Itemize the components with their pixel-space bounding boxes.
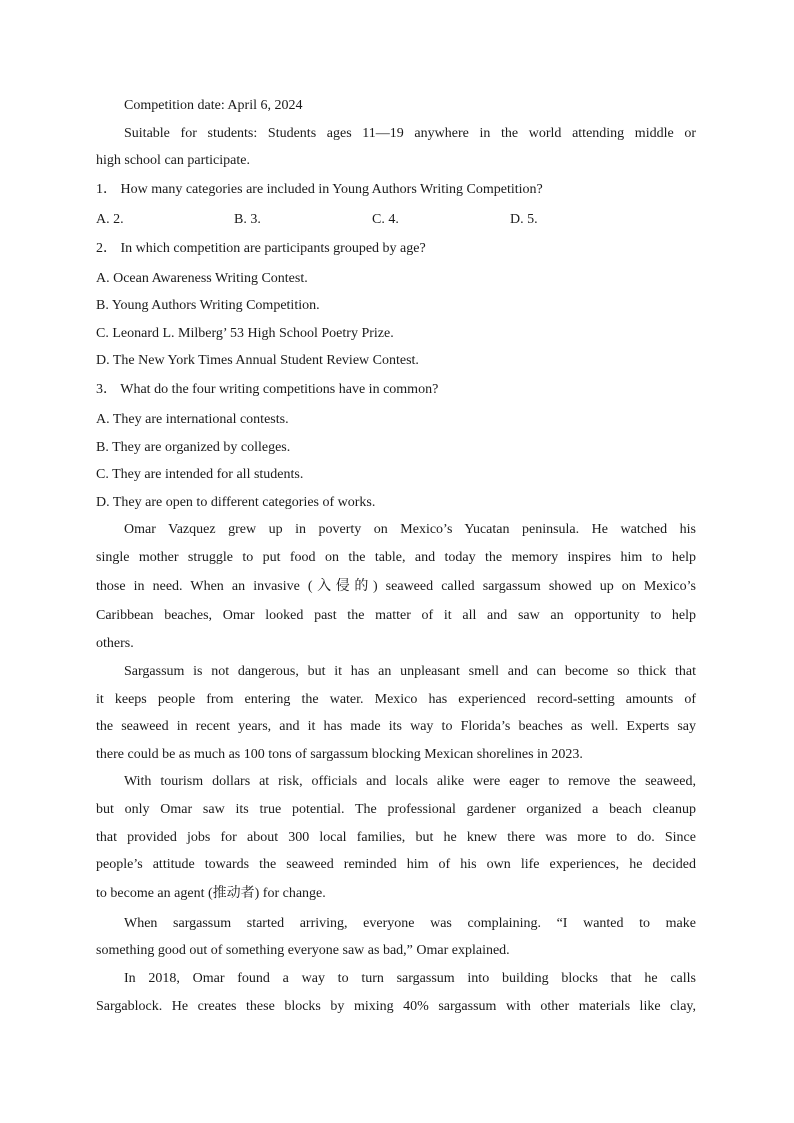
question-1-option-a: A. 2.: [96, 212, 124, 227]
question-2-option-a: A. Ocean Awareness Writing Contest.: [96, 271, 308, 286]
question-3-stem: 3． What do the four writing competitions have in common?: [96, 382, 439, 397]
question-3-option-b: B. They are organized by colleges.: [96, 440, 291, 455]
competition-date: Competition date: April 6, 2024: [124, 98, 303, 113]
passage-p3-line-1: With tourism dollars at risk, officials and locals alike were eager to remove the seaweed,: [124, 774, 696, 789]
passage-p1-line-2: single mother struggle to put food on the table, and today the memory inspires him to help: [96, 550, 696, 565]
question-2-stem: 2． In which competition are participants grouped by age?: [96, 241, 426, 256]
question-3-option-d: D. They are open to different categories of works.: [96, 495, 376, 510]
question-1-option-b: B. 3.: [234, 212, 261, 227]
passage-p5-line-1: In 2018, Omar found a way to turn sargassum into building blocks that he calls: [124, 971, 696, 986]
question-2-option-c: C. Leonard L. Milberg’ 53 High School Poetry Prize.: [96, 326, 394, 341]
passage-p2-line-1: Sargassum is not dangerous, but it has an unpleasant smell and can become so thick that: [124, 664, 696, 679]
suitable-line-2: high school can participate.: [96, 153, 250, 168]
passage-p3-line-4: people’s attitude towards the seaweed reminded him of his own life experiences, he decided: [96, 857, 696, 872]
question-1-option-c: C. 4.: [372, 212, 399, 227]
passage-p5-line-2: Sargablock. He creates these blocks by mixing 40% sargassum with other materials like clay,: [96, 999, 696, 1014]
passage-p1-line-3: those in need. When an invasive (入侵的) seaweed called sargassum showed up on Mexico’s: [96, 579, 696, 594]
passage-p1-line-4: Caribbean beaches, Omar looked past the matter of it all and saw an opportunity to help: [96, 608, 696, 623]
passage-p2-line-4: there could be as much as 100 tons of sargassum blocking Mexican shorelines in 2023.: [96, 747, 583, 762]
passage-p4-line-2: something good out of something everyone saw as bad,” Omar explained.: [96, 943, 510, 958]
passage-p2-line-3: the seaweed in recent years, and it has made its way to Florida’s beaches as well. Experts say: [96, 719, 696, 734]
passage-p3-line-3: that provided jobs for about 300 local families, but he knew there was more to do. Since: [96, 830, 696, 845]
passage-p2-line-2: it keeps people from entering the water. Mexico has experienced record-setting amounts of: [96, 692, 696, 707]
question-1-option-d: D. 5.: [510, 212, 538, 227]
passage-p1-line-1: Omar Vazquez grew up in poverty on Mexico’s Yucatan peninsula. He watched his: [124, 522, 696, 537]
question-3-option-a: A. They are international contests.: [96, 412, 289, 427]
passage-p3-line-5: to become an agent (推动者) for change.: [96, 886, 326, 901]
passage-p4-line-1: When sargassum started arriving, everyone was complaining. “I wanted to make: [124, 916, 696, 931]
passage-p1-line-5: others.: [96, 636, 134, 651]
question-3-option-c: C. They are intended for all students.: [96, 467, 304, 482]
question-2-option-d: D. The New York Times Annual Student Review Contest.: [96, 353, 419, 368]
passage-p3-line-2: but only Omar saw its true potential. The professional gardener organized a beach cleanup: [96, 802, 696, 817]
question-1-stem: 1． How many categories are included in Young Authors Writing Competition?: [96, 182, 543, 197]
question-2-option-b: B. Young Authors Writing Competition.: [96, 298, 320, 313]
suitable-line-1: Suitable for students: Students ages 11—19 anywhere in the world attending middle or: [124, 126, 696, 141]
